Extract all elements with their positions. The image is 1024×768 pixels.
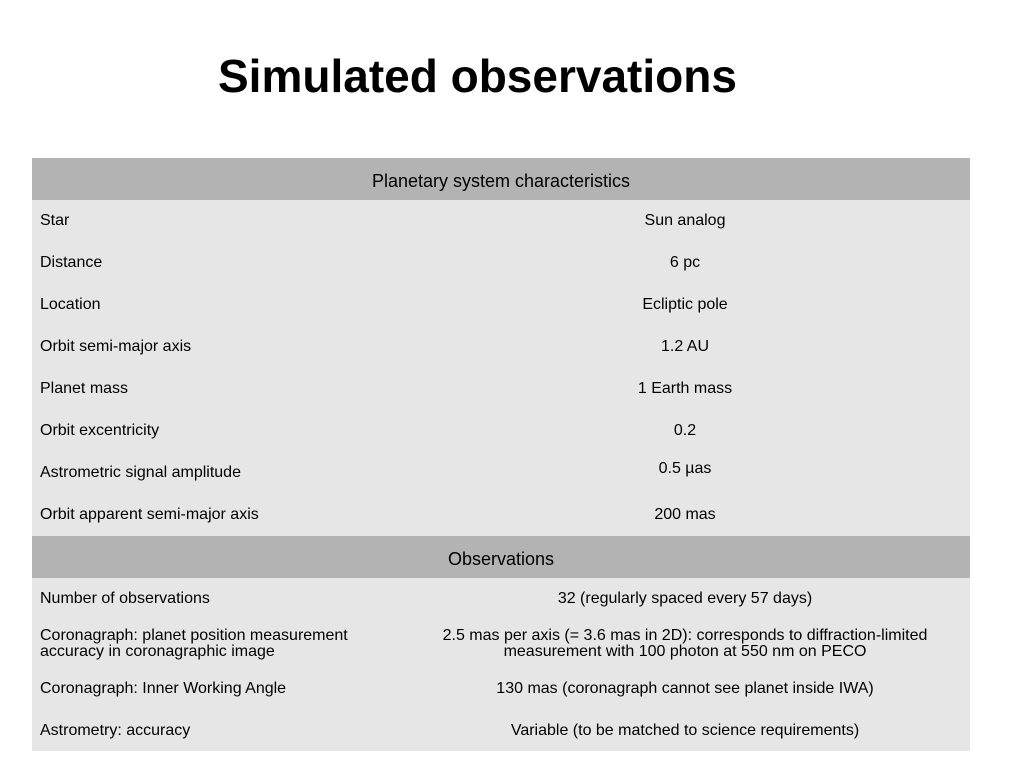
table-row	[32, 284, 970, 326]
table-row	[32, 578, 970, 620]
table-row	[32, 494, 970, 536]
row-label: Distance	[40, 254, 103, 271]
row-value: 2.5 mas per axis (= 3.6 mas in 2D): corresponds to diffraction-limited measurement with 100 photon at 550 nm on PECO	[442, 627, 928, 660]
table-row	[32, 242, 970, 284]
section-header-observations	[32, 536, 970, 578]
row-label: Number of observations	[40, 590, 210, 607]
table-row	[32, 668, 970, 710]
row-value: Sun analog	[644, 212, 726, 229]
table-row	[32, 326, 970, 368]
row-label: Astrometry: accuracy	[40, 721, 191, 739]
observations-table	[32, 158, 970, 751]
table-row	[32, 452, 970, 494]
row-label: Orbit excentricity	[40, 422, 160, 439]
row-label: Orbit semi-major axis	[40, 338, 192, 355]
row-value: 0.2	[673, 422, 697, 439]
table-row	[32, 710, 970, 751]
row-value: Ecliptic pole	[642, 296, 728, 313]
row-label: Astrometric signal amplitude	[40, 464, 241, 481]
row-label: Location	[40, 296, 101, 313]
row-value: 32 (regularly spaced every 57 days)	[557, 590, 813, 607]
row-value: 1 Earth mass	[637, 380, 733, 397]
section-header-label: Planetary system characteristics	[371, 170, 631, 191]
row-value: Variable (to be matched to science requirements)	[510, 721, 860, 739]
row-label: Coronagraph: Inner Working Angle	[40, 680, 287, 697]
row-value: 6 pc	[669, 254, 701, 271]
row-value: 1.2 AU	[660, 338, 710, 355]
row-label: Orbit apparent semi-major axis	[40, 506, 259, 523]
table-row	[32, 368, 970, 410]
table-row	[32, 200, 970, 242]
table-row	[32, 620, 970, 668]
row-label: Star	[40, 212, 70, 229]
row-value: 130 mas (coronagraph cannot see planet inside IWA)	[496, 680, 874, 697]
row-label: Coronagraph: planet position measurement accuracy in coronagraphic image	[40, 627, 348, 660]
row-value: 0.5 µas	[658, 460, 712, 477]
table-row	[32, 410, 970, 452]
section-header-planetary-system	[32, 158, 970, 200]
row-label: Planet mass	[40, 380, 129, 397]
slide-title: Simulated observations	[218, 50, 737, 102]
row-value: 200 mas	[654, 506, 716, 523]
section-header-label: Observations	[447, 548, 555, 569]
